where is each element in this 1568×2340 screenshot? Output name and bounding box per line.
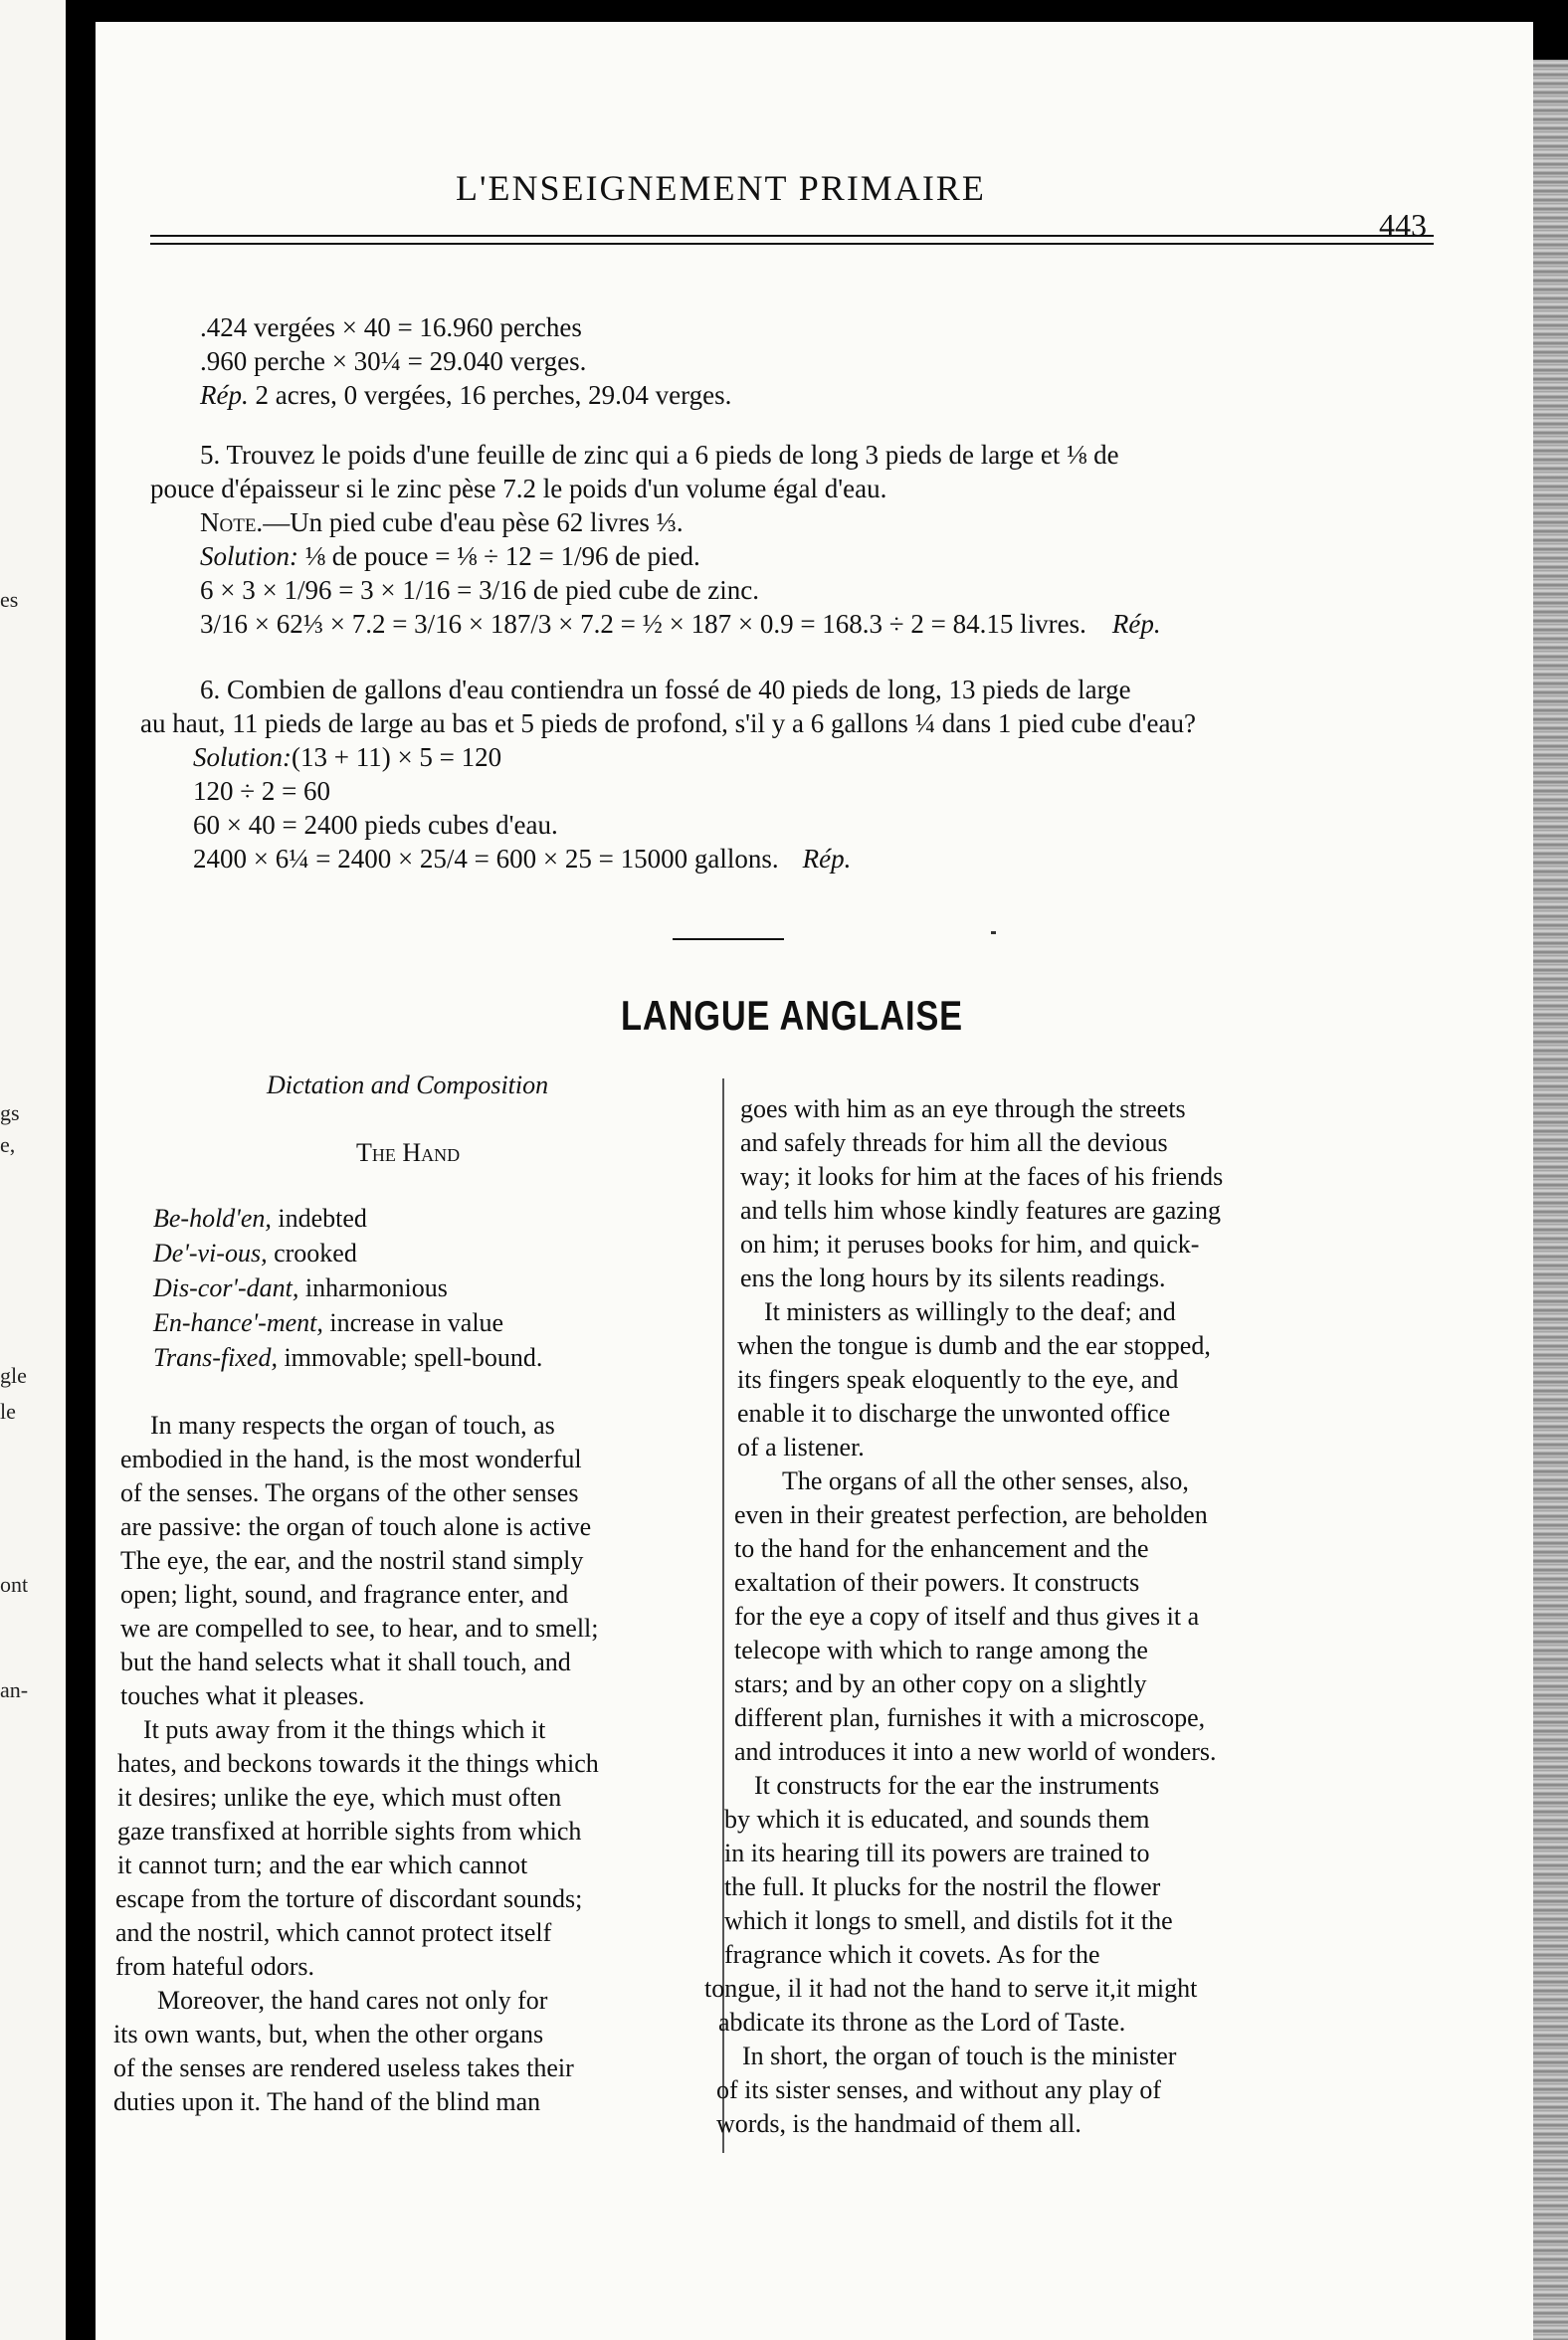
solution-line	[193, 844, 851, 875]
body-line: The eye, the ear, and the nostril stand simply	[120, 1546, 584, 1575]
body-line: embodied in the hand, is the most wonderful	[120, 1445, 582, 1473]
section-separator	[673, 938, 784, 940]
vocabulary-entry	[153, 1204, 367, 1234]
body-line: and safely threads for him all the devious	[740, 1128, 1168, 1157]
vocabulary-entry	[153, 1343, 542, 1373]
body-line: and introduces it into a new world of wonders.	[734, 1737, 1217, 1766]
vocabulary-entry	[153, 1273, 448, 1303]
body-line: It puts away from it the things which it	[143, 1715, 546, 1744]
body-line: gaze transfixed at horrible sights from which	[117, 1817, 582, 1846]
previous-page-fragment: gle	[0, 1363, 27, 1388]
vocabulary-meaning: indebted	[271, 1204, 367, 1233]
previous-page-fragment: le	[0, 1399, 16, 1424]
vocabulary-meaning: increase in value	[322, 1308, 504, 1337]
body-line: its fingers speak eloquently to the eye, and	[737, 1365, 1179, 1394]
answer-label: Rép.	[200, 380, 249, 410]
body-line: by which it is educated, and sounds them	[724, 1805, 1150, 1834]
body-line: duties upon it. The hand of the blind man	[113, 2087, 541, 2116]
body-line: different plan, furnishes it with a microscope,	[734, 1703, 1206, 1732]
vocabulary-meaning: immovable; spell-bound.	[277, 1343, 543, 1372]
previous-page-edge	[0, 0, 66, 2340]
body-line: of a listener.	[737, 1433, 865, 1462]
header-rule-bottom	[150, 243, 1434, 245]
solution-label: Solution:	[200, 541, 298, 571]
body-line: but the hand selects what it shall touch, and	[120, 1648, 571, 1676]
body-line: of the senses. The organs of the other senses	[120, 1478, 579, 1507]
body-line: exaltation of their powers. It constructs	[734, 1568, 1140, 1597]
vocabulary-word: De'-vi-ous,	[153, 1239, 268, 1268]
previous-page-fragment: es	[0, 587, 19, 612]
solution-line: 6 × 3 × 1/96 = 3 × 1/16 = 3/16 de pied cube de zinc.	[200, 575, 760, 605]
header-rule-top	[150, 235, 1434, 237]
answer-label: Rép.	[1111, 609, 1161, 639]
solution-line: 60 × 40 = 2400 pieds cubes d'eau.	[193, 810, 558, 840]
body-line: It ministers as willingly to the deaf; and	[764, 1297, 1176, 1326]
solution-text: 3/16 × 62⅓ × 7.2 = 3/16 × 187/3 × 7.2 = ½ × 187 × 0.9 = 168.3 ÷ 2 = 84.15 livres.	[200, 609, 1086, 639]
document-page	[96, 22, 1533, 2340]
previous-page-fragment: e,	[0, 1132, 16, 1157]
solution-line: 120 ÷ 2 = 60	[193, 776, 331, 806]
piece-title: The Hand	[356, 1138, 461, 1167]
solution-text: (13 + 11) × 5 = 120	[292, 742, 502, 772]
body-line: even in their greatest perfection, are beholden	[734, 1500, 1208, 1529]
calc-line: .960 perche × 30¼ = 29.040 verges.	[200, 346, 587, 376]
body-line: for the eye a copy of itself and thus gives it a	[734, 1602, 1200, 1631]
problem-6-line: 6. Combien de gallons d'eau contiendra un fossé de 40 pieds de long, 13 pieds de large	[200, 675, 1131, 704]
body-line: are passive: the organ of touch alone is active	[120, 1512, 592, 1541]
vocabulary-entry	[153, 1308, 503, 1338]
print-speck	[991, 931, 996, 934]
body-line: ens the long hours by its silents readings.	[740, 1264, 1166, 1292]
previous-page-fragment: ont	[0, 1572, 29, 1597]
note-text: —Un pied cube d'eau pèse 62 livres ⅓.	[263, 507, 684, 537]
column-subtitle: Dictation and Composition	[267, 1071, 549, 1099]
vocabulary-word: Dis-cor'-dant,	[153, 1273, 299, 1302]
body-line: enable it to discharge the unwonted office	[737, 1399, 1171, 1428]
problem-6-line: au haut, 11 pieds de large au bas et 5 pieds de profond, s'il y a 6 gallons ¼ dans 1 pied cube d'eau?	[140, 708, 1196, 738]
body-line: It constructs for the ear the instruments	[754, 1771, 1160, 1800]
note-line	[200, 507, 684, 538]
body-line: tongue, il it had not the hand to serve it,it might	[704, 1974, 1198, 2003]
body-line: way; it looks for him at the faces of his friends	[740, 1162, 1224, 1191]
note-label: Note.	[200, 507, 264, 537]
answer-line	[200, 380, 731, 411]
body-line: touches what it pleases.	[120, 1681, 365, 1710]
body-line: abdicate its throne as the Lord of Taste.	[718, 2008, 1126, 2037]
solution-line	[200, 541, 700, 572]
previous-page-fragment: an-	[0, 1677, 29, 1702]
body-line: of the senses are rendered useless takes their	[113, 2053, 574, 2082]
solution-text: ⅛ de pouce = ⅛ ÷ 12 = 1/96 de pied.	[298, 541, 700, 571]
solution-text: 2400 × 6¼ = 2400 × 25/4 = 600 × 25 = 15000 gallons.	[193, 844, 779, 874]
vocabulary-word: En-hance'-ment,	[153, 1308, 323, 1337]
previous-page-fragment: gs	[0, 1100, 20, 1125]
body-line: we are compelled to see, to hear, and to smell;	[120, 1614, 599, 1643]
vocabulary-meaning: crooked	[267, 1239, 357, 1268]
solution-line	[193, 742, 501, 773]
body-line: open; light, sound, and fragrance enter, and	[120, 1580, 569, 1609]
vocabulary-word: Trans-fixed,	[153, 1343, 278, 1372]
problem-5-line: pouce d'épaisseur si le zinc pèse 7.2 le poids d'un volume égal d'eau.	[150, 474, 887, 503]
body-line: it desires; unlike the eye, which must often	[117, 1783, 562, 1812]
answer-label: Rép.	[802, 844, 852, 874]
body-line: and the nostril, which cannot protect itself	[115, 1918, 552, 1947]
vocabulary-meaning: inharmonious	[298, 1273, 448, 1302]
body-line: In many respects the organ of touch, as	[150, 1411, 555, 1440]
body-line: telecope with which to range among the	[734, 1636, 1148, 1664]
body-line: in its hearing till its powers are trained to	[724, 1839, 1150, 1867]
body-line: which it longs to smell, and distils fot it the	[724, 1906, 1173, 1935]
body-line: escape from the torture of discordant sounds;	[115, 1884, 583, 1913]
body-line: to the hand for the enhancement and the	[734, 1534, 1149, 1563]
page-number: 443	[1379, 207, 1427, 243]
body-line: its own wants, but, when the other organs	[113, 2020, 544, 2048]
body-line: goes with him as an eye through the streets	[740, 1094, 1186, 1123]
body-line: fragrance which it covets. As for the	[724, 1940, 1100, 1969]
vocabulary-word: Be-hold'en,	[153, 1204, 272, 1233]
answer-text: 2 acres, 0 vergées, 16 perches, 29.04 verges.	[248, 380, 732, 410]
body-line: from hateful odors.	[115, 1952, 315, 1981]
body-line: the full. It plucks for the nostril the flower	[724, 1872, 1161, 1901]
body-line: it cannot turn; and the ear which cannot	[117, 1851, 528, 1879]
vocabulary-entry	[153, 1239, 357, 1268]
section-title: LANGUE ANGLAISE	[621, 992, 963, 1039]
solution-line	[200, 609, 1161, 640]
calc-line: .424 vergées × 40 = 16.960 perches	[200, 312, 582, 342]
body-line: Moreover, the hand cares not only for	[157, 1986, 548, 2015]
body-line: words, is the handmaid of them all.	[716, 2109, 1081, 2138]
body-line: when the tongue is dumb and the ear stopped,	[737, 1331, 1211, 1360]
running-title: L'ENSEIGNEMENT PRIMAIRE	[456, 168, 986, 208]
body-line: stars; and by an other copy on a slightly	[734, 1669, 1147, 1698]
body-line: on him; it peruses books for him, and quick-	[740, 1230, 1200, 1259]
body-line: and tells him whose kindly features are gazing	[740, 1196, 1222, 1225]
body-line: In short, the organ of touch is the minister	[742, 2042, 1177, 2070]
solution-label: Solution:	[193, 742, 292, 772]
body-line: of its sister senses, and without any play of	[716, 2075, 1161, 2104]
body-line: The organs of all the other senses, also,	[782, 1466, 1189, 1495]
problem-5-line: 5. Trouvez le poids d'une feuille de zinc qui a 6 pieds de long 3 pieds de large et ⅛ de	[200, 440, 1119, 470]
body-line: hates, and beckons towards it the things which	[117, 1749, 599, 1778]
